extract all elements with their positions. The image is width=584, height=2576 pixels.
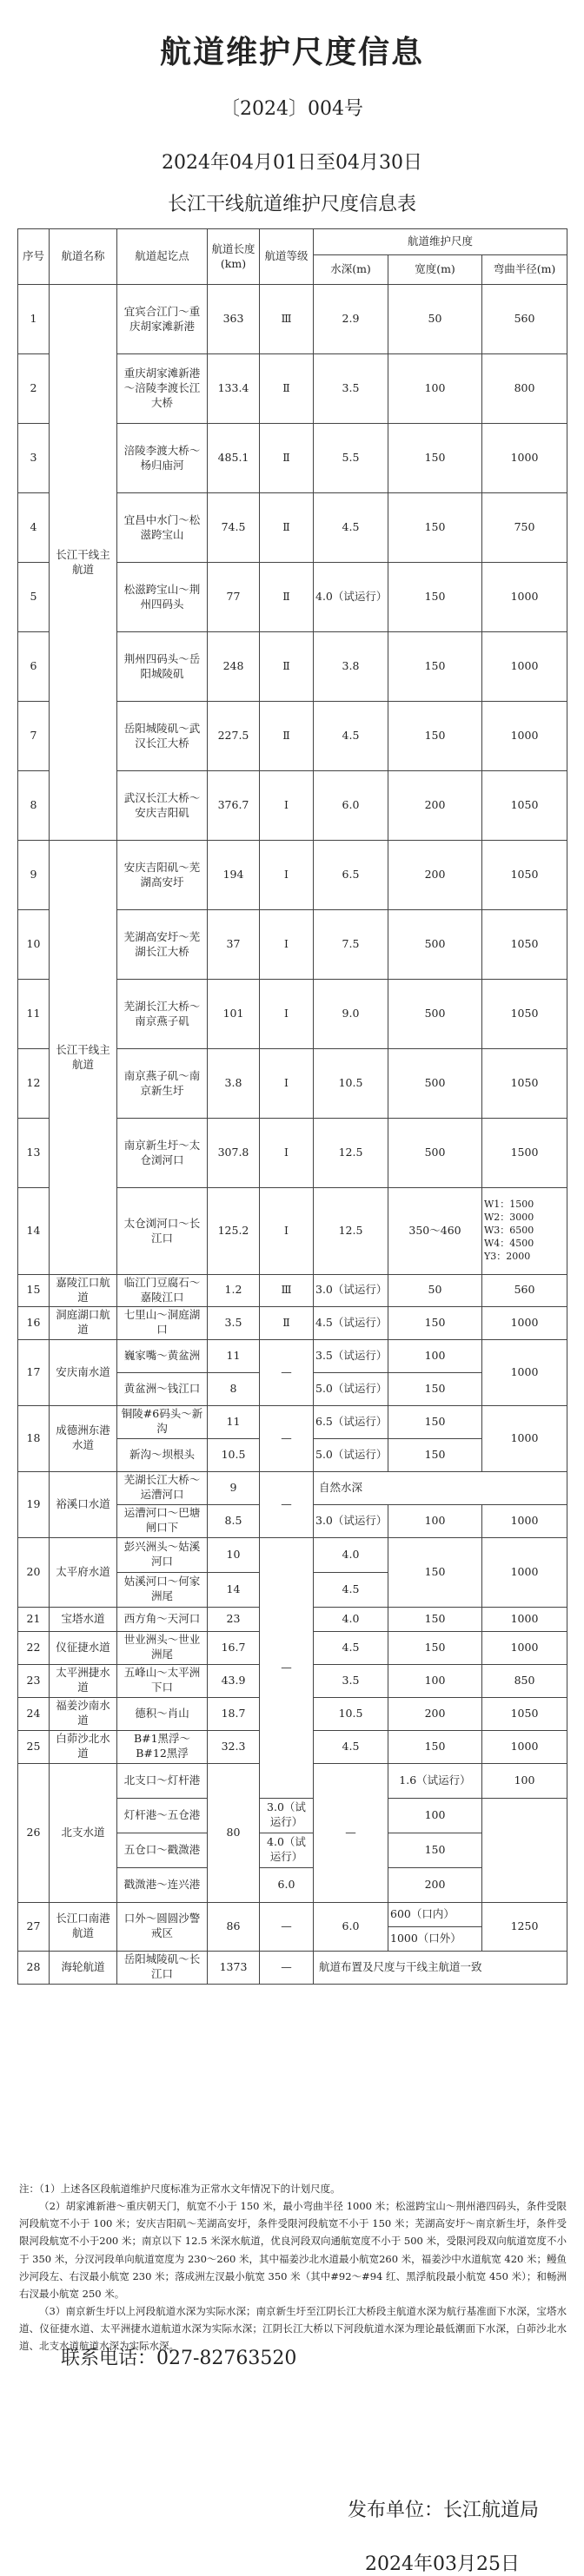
width-value: 50 xyxy=(388,1275,482,1307)
radius-value: 750 xyxy=(482,493,567,563)
channel-grade: Ⅲ xyxy=(260,1275,314,1307)
channel-length: 248 xyxy=(208,632,260,702)
row-number: 13 xyxy=(18,1119,50,1188)
maintenance-table xyxy=(17,228,567,1985)
depth-value: 6.0 xyxy=(260,1867,314,1902)
channel-length: 485.1 xyxy=(208,424,260,493)
radius-value: 560 xyxy=(482,285,567,354)
channel-length: 37 xyxy=(208,910,260,980)
channel-range: 戳溦港～连兴港 xyxy=(117,1867,208,1902)
depth-value: 2.9 xyxy=(314,285,388,354)
header-depth: 水深(m) xyxy=(314,255,388,285)
radius-value: 1000 xyxy=(482,702,567,771)
width-value: 150 xyxy=(388,563,482,632)
header-seq: 序号 xyxy=(18,229,50,285)
channel-grade: Ⅱ xyxy=(260,702,314,771)
channel-range: 姑溪河口～何家洲尾 xyxy=(117,1572,208,1607)
channel-range: 岳阳城陵矶～长江口 xyxy=(117,1951,208,1984)
radius-value: 1000 xyxy=(482,1537,567,1607)
radius-value: 1000 xyxy=(482,1607,567,1631)
width-value: 150 xyxy=(388,1537,482,1607)
table-row xyxy=(18,1951,567,1984)
doc-number: 〔2024〕004号 xyxy=(221,98,363,120)
depth-value: 4.5 xyxy=(314,493,388,563)
row-number: 12 xyxy=(18,1049,50,1119)
notes xyxy=(19,2180,567,2355)
width-value: 200 xyxy=(388,771,482,841)
channel-length: 18.7 xyxy=(208,1697,260,1730)
channel-length: 77 xyxy=(208,563,260,632)
row-number: 11 xyxy=(18,980,50,1049)
row-number: 8 xyxy=(18,771,50,841)
channel-grade: — xyxy=(260,1537,314,1798)
depth-value: 10.5 xyxy=(314,1697,388,1730)
channel-range: 世业洲头～世业洲尾 xyxy=(117,1631,208,1664)
channel-length: 9 xyxy=(208,1471,260,1504)
width-value: 100 xyxy=(388,354,482,424)
header-grade: 航道等级 xyxy=(260,229,314,285)
table-title: 长江干线航道维护尺度信息表 xyxy=(167,194,416,215)
width-value: 200 xyxy=(388,1867,482,1902)
row-number: 3 xyxy=(18,424,50,493)
radius-value: 1050 xyxy=(482,841,567,910)
width-value: 500 xyxy=(388,1119,482,1188)
channel-length: 11 xyxy=(208,1339,260,1372)
channel-name: 长江口南港航道 xyxy=(50,1902,117,1951)
channel-name: 安庆南水道 xyxy=(50,1339,117,1405)
radius-value: 1000 xyxy=(482,1306,567,1339)
note-1: 注：（1）上述各区段航道维护尺度标准为正常水文年情况下的计划尺度。 xyxy=(19,2183,341,2195)
width-value: 150 xyxy=(388,1631,482,1664)
doc-title: 航道维护尺度信息 xyxy=(159,34,424,70)
depth-value: 4.5 xyxy=(314,702,388,771)
channel-name: 成德洲东港水道 xyxy=(50,1405,117,1471)
depth-value: 3.0（试运行） xyxy=(314,1504,388,1537)
contact-phone: 联系电话：027-82763520 xyxy=(61,2348,297,2369)
channel-range: 五峰山～太平洲下口 xyxy=(117,1664,208,1697)
channel-length: 307.8 xyxy=(208,1119,260,1188)
channel-name: 裕溪口水道 xyxy=(50,1471,117,1537)
channel-grade: Ⅲ xyxy=(260,285,314,354)
channel-range: 重庆胡家滩新港～涪陵李渡长江大桥 xyxy=(117,354,208,424)
row-number: 9 xyxy=(18,841,50,910)
row-number: 27 xyxy=(18,1902,50,1951)
channel-grade: Ⅱ xyxy=(260,632,314,702)
channel-range: 新沟～坝根头 xyxy=(117,1438,208,1471)
channel-grade: — xyxy=(260,1405,314,1471)
channel-range: 太仓浏河口～长江口 xyxy=(117,1188,208,1275)
radius-value: 1000 xyxy=(482,1730,567,1763)
row-number: 2 xyxy=(18,354,50,424)
channel-range: 五仓口～戳溦港 xyxy=(117,1833,208,1867)
channel-name: 长江干线主航道 xyxy=(50,841,117,1275)
channel-name: 宝塔水道 xyxy=(50,1607,117,1631)
depth-value: 4.5（试运行） xyxy=(314,1306,388,1339)
publisher: 发布单位：长江航道局 xyxy=(348,2500,540,2521)
width-value: 500 xyxy=(388,980,482,1049)
channel-grade: Ⅰ xyxy=(260,980,314,1049)
row-number: 15 xyxy=(18,1275,50,1307)
depth-value: 4.0 xyxy=(314,1607,388,1631)
depth-value: 6.0 xyxy=(314,771,388,841)
width-value: 100 xyxy=(388,1339,482,1372)
depth-value: 5.0（试运行） xyxy=(314,1438,388,1471)
channel-range: 涪陵李渡大桥～杨归庙河 xyxy=(117,424,208,493)
channel-range: 口外～圆圆沙警戒区 xyxy=(117,1902,208,1951)
channel-length: 23 xyxy=(208,1607,260,1631)
width-value: 150 xyxy=(388,1607,482,1631)
channel-name: 太平府水道 xyxy=(50,1537,117,1607)
row-number: 20 xyxy=(18,1537,50,1607)
channel-length: 16.7 xyxy=(208,1631,260,1664)
width-value: 150 xyxy=(388,1372,482,1405)
channel-name: 洞庭湖口航道 xyxy=(50,1306,117,1339)
depth-value: 12.5 xyxy=(314,1188,388,1275)
channel-grade: — xyxy=(260,1339,314,1405)
channel-length: 14 xyxy=(208,1572,260,1607)
row-number: 25 xyxy=(18,1730,50,1763)
channel-length: 8 xyxy=(208,1372,260,1405)
channel-name: 白茆沙北水道 xyxy=(50,1730,117,1763)
channel-range: 芜湖长江大桥～南京燕子矶 xyxy=(117,980,208,1049)
row-number: 4 xyxy=(18,493,50,563)
radius-value: 850 xyxy=(482,1664,567,1697)
radius-value: W1：1500 W2：3000 W3：6500 W4：4500 Y3：2000 xyxy=(482,1188,567,1275)
publish-date: 2024年03月25日 xyxy=(365,2553,520,2575)
channel-name: 长江干线主航道 xyxy=(50,285,117,841)
radius-value: 1500 xyxy=(482,1119,567,1188)
row-number: 18 xyxy=(18,1405,50,1471)
depth-value: 3.0（试运行） xyxy=(314,1275,388,1307)
row-number: 16 xyxy=(18,1306,50,1339)
width-value: 100 xyxy=(482,1763,567,1798)
channel-length: 8.5 xyxy=(208,1504,260,1537)
channel-range: 武汉长江大桥～安庆吉阳矶 xyxy=(117,771,208,841)
radius-value: 1000 xyxy=(482,563,567,632)
row-number: 24 xyxy=(18,1697,50,1730)
header-range: 航道起讫点 xyxy=(117,229,208,285)
channel-length: 80 xyxy=(208,1763,260,1902)
depth-value: 4.5 xyxy=(314,1572,388,1607)
channel-length: 32.3 xyxy=(208,1730,260,1763)
channel-range: 巍家嘴～黄盆洲 xyxy=(117,1339,208,1372)
depth-value: 10.5 xyxy=(314,1049,388,1119)
depth-value: 1.6（试运行） xyxy=(388,1763,482,1798)
channel-range: 宜昌中水门～松滋跨宝山 xyxy=(117,493,208,563)
table-row xyxy=(18,1275,567,1307)
channel-name: 北支水道 xyxy=(50,1763,117,1902)
channel-length: 1373 xyxy=(208,1951,260,1984)
width-value: 150 xyxy=(388,1833,482,1867)
width-value: 100 xyxy=(388,1504,482,1537)
width-value: 600（口内） xyxy=(388,1902,482,1926)
radius-value: 1000 xyxy=(482,424,567,493)
width-value: 200 xyxy=(388,841,482,910)
channel-length: 3.8 xyxy=(208,1049,260,1119)
header-dims: 航道维护尺度 xyxy=(314,229,567,255)
table-row xyxy=(18,841,567,910)
channel-length: 10 xyxy=(208,1537,260,1572)
channel-range: 西方角～天河口 xyxy=(117,1607,208,1631)
channel-range: 黄盆洲～钱江口 xyxy=(117,1372,208,1405)
depth-value: 3.5（试运行） xyxy=(314,1339,388,1372)
channel-name: 仪征捷水道 xyxy=(50,1631,117,1664)
row-number: 19 xyxy=(18,1471,50,1537)
row-number: 10 xyxy=(18,910,50,980)
radius-value: 1050 xyxy=(482,980,567,1049)
table-row xyxy=(18,1537,567,1572)
channel-range: 德积～肖山 xyxy=(117,1697,208,1730)
width-value: 150 xyxy=(388,1405,482,1438)
width-value: 350～460 xyxy=(388,1188,482,1275)
channel-length: 101 xyxy=(208,980,260,1049)
depth-value: 4.5 xyxy=(314,1730,388,1763)
table-row xyxy=(18,285,567,354)
channel-range: 安庆吉阳矶～芜湖高安圩 xyxy=(117,841,208,910)
radius-value: 1050 xyxy=(482,910,567,980)
channel-range: 南京新生圩～太仓浏河口 xyxy=(117,1119,208,1188)
channel-grade: — xyxy=(260,1951,314,1984)
radius-value: 1050 xyxy=(482,1049,567,1119)
width-value: 150 xyxy=(388,702,482,771)
width-value: 150 xyxy=(388,1306,482,1339)
row-number: 21 xyxy=(18,1607,50,1631)
radius-value: 1000 xyxy=(482,632,567,702)
width-value: 150 xyxy=(388,493,482,563)
channel-range: 北支口～灯杆港 xyxy=(117,1763,208,1798)
row-number: 14 xyxy=(18,1188,50,1275)
channel-length: 227.5 xyxy=(208,702,260,771)
depth-value: 6.5（试运行） xyxy=(314,1405,388,1438)
channel-range: 宜宾合江门～重庆胡家滩新港 xyxy=(117,285,208,354)
width-value: 1000（口外） xyxy=(388,1926,482,1951)
radius-value: 1000 xyxy=(482,1631,567,1664)
channel-range: 松滋跨宝山～荆州四码头 xyxy=(117,563,208,632)
depth-value: 4.0 xyxy=(314,1537,388,1572)
radius-value: 1000 xyxy=(482,1339,567,1405)
channel-length: 11 xyxy=(208,1405,260,1438)
channel-range: 芜湖高安圩～芜湖长江大桥 xyxy=(117,910,208,980)
channel-grade: Ⅰ xyxy=(260,1119,314,1188)
channel-length: 1.2 xyxy=(208,1275,260,1307)
depth-value: 4.0（试运行） xyxy=(314,563,388,632)
channel-range: 七里山～洞庭湖口 xyxy=(117,1306,208,1339)
width-value: 150 xyxy=(388,424,482,493)
width-value: 100 xyxy=(388,1798,482,1833)
note-2: （2）胡家滩新港～重庆朝天门，航宽不小于 150 米，最小弯曲半径 1000 米；松滋跨宝山～荆州港四码头，条件受限河段航宽不小于 100 米；安庆吉阳矶～芜湖高安圩，条件受限河段航宽不小于 150 米；芜湖高安圩～南京新生圩，条件受限河段航宽不小于200 米；南京以下 12.5 米深水航道，优良河段双向通航宽度不小于 500 米，受限河段双向航道宽度不小于 350 米，分汊河段单向航道宽度为 230～260 米，其中福姜沙北水道最小航宽260 米，福姜沙中水道航宽 420 米；鳗鱼沙河段左、右汊最小航宽 230 米；落成洲左汊最小航宽 350 米（其中#92～#94 红、黑浮航段最小航宽 450 米）；和畅洲右汊最小航宽 250 米。 xyxy=(19,2200,567,2300)
channel-grade: Ⅰ xyxy=(260,771,314,841)
radius-value: 800 xyxy=(482,354,567,424)
depth-value: 9.0 xyxy=(314,980,388,1049)
channel-grade: Ⅰ xyxy=(260,910,314,980)
radius-value: 1000 xyxy=(482,1405,567,1471)
channel-length: 86 xyxy=(208,1902,260,1951)
channel-range: 临江门豆腐石～嘉陵江口 xyxy=(117,1275,208,1307)
channel-name: 海轮航道 xyxy=(50,1951,117,1984)
depth-value: 6.0 xyxy=(314,1902,388,1951)
channel-range: 荆州四码头～岳阳城陵矶 xyxy=(117,632,208,702)
channel-length: 125.2 xyxy=(208,1188,260,1275)
channel-grade: Ⅰ xyxy=(260,1049,314,1119)
depth-value: 3.5 xyxy=(314,1664,388,1697)
row-number: 22 xyxy=(18,1631,50,1664)
channel-note: 航道布置及尺度与干线主航道一致 xyxy=(314,1951,567,1984)
row-number: 6 xyxy=(18,632,50,702)
depth-value: 4.5 xyxy=(314,1631,388,1664)
depth-value: 4.0（试运行） xyxy=(260,1833,314,1867)
width-value: 100 xyxy=(388,1664,482,1697)
table-row xyxy=(18,1339,567,1372)
channel-length: 74.5 xyxy=(208,493,260,563)
header-width: 宽度(m) xyxy=(388,255,482,285)
width-value: 150 xyxy=(388,632,482,702)
table-row xyxy=(18,1902,567,1926)
header-length: 航道长度(km) xyxy=(208,229,260,285)
depth-value: 7.5 xyxy=(314,910,388,980)
width-value: 200 xyxy=(388,1697,482,1730)
header-radius: 弯曲半径(m) xyxy=(482,255,567,285)
channel-range: 灯杆港～五仓港 xyxy=(117,1798,208,1833)
depth-value: 5.5 xyxy=(314,424,388,493)
note-3: （3）南京新生圩以上河段航道水深为实际水深；南京新生圩至江阴长江大桥段主航道水深为航行基准面下水深，宝塔水道、仪征捷水道、太平洲捷水道航道水深为实际水深；江阴长江大桥以下河段航道水深为理论最低潮面下水深，白茆沙北水道、北支水道航道水深为实际水深。 xyxy=(19,2304,567,2353)
row-number: 5 xyxy=(18,563,50,632)
depth-value: 自然水深 xyxy=(314,1471,567,1504)
row-number: 17 xyxy=(18,1339,50,1405)
channel-range: 南京燕子矶～南京新生圩 xyxy=(117,1049,208,1119)
channel-grade: — xyxy=(260,1902,314,1951)
row-number: 28 xyxy=(18,1951,50,1984)
depth-value: 3.5 xyxy=(314,354,388,424)
channel-grade: Ⅱ xyxy=(260,1306,314,1339)
channel-length: 133.4 xyxy=(208,354,260,424)
channel-grade: — xyxy=(260,1471,314,1537)
channel-grade: Ⅱ xyxy=(260,493,314,563)
validity-period: 2024年04月01日至04月30日 xyxy=(162,152,422,174)
channel-grade: Ⅱ xyxy=(260,563,314,632)
channel-grade: Ⅰ xyxy=(260,841,314,910)
radius-value: 1000 xyxy=(482,1504,567,1537)
depth-value: 12.5 xyxy=(314,1119,388,1188)
width-value: 500 xyxy=(388,910,482,980)
channel-length: 10.5 xyxy=(208,1438,260,1471)
depth-value: 3.8 xyxy=(314,632,388,702)
channel-name: 太平洲捷水道 xyxy=(50,1664,117,1697)
channel-grade: Ⅱ xyxy=(260,424,314,493)
table-row xyxy=(18,1471,567,1504)
channel-length: 43.9 xyxy=(208,1664,260,1697)
depth-value: 3.0（试运行） xyxy=(260,1798,314,1833)
radius-value: 1050 xyxy=(482,771,567,841)
row-number: 7 xyxy=(18,702,50,771)
channel-length: 376.7 xyxy=(208,771,260,841)
channel-range: 岳阳城陵矶～武汉长江大桥 xyxy=(117,702,208,771)
channel-grade: — xyxy=(314,1763,388,1902)
channel-range: B#1黑浮～B#12黑浮 xyxy=(117,1730,208,1763)
channel-range: 运漕河口～巴塘闸口下 xyxy=(117,1504,208,1537)
channel-range: 芜湖长江大桥～运漕河口 xyxy=(117,1471,208,1504)
width-value: 150 xyxy=(388,1438,482,1471)
radius-value: 1250 xyxy=(482,1902,567,1951)
table-row xyxy=(18,1306,567,1339)
row-number: 23 xyxy=(18,1664,50,1697)
channel-range: 彭兴洲头～姑溪河口 xyxy=(117,1537,208,1572)
channel-range: 铜陵#6码头～新沟 xyxy=(117,1405,208,1438)
row-number: 1 xyxy=(18,285,50,354)
width-value: 50 xyxy=(388,285,482,354)
channel-name: 福姜沙南水道 xyxy=(50,1697,117,1730)
depth-value: 5.0（试运行） xyxy=(314,1372,388,1405)
channel-length: 363 xyxy=(208,285,260,354)
channel-grade: Ⅰ xyxy=(260,1188,314,1275)
depth-value: 6.5 xyxy=(314,841,388,910)
width-value: 500 xyxy=(388,1049,482,1119)
radius-value: 560 xyxy=(482,1275,567,1307)
header-name: 航道名称 xyxy=(50,229,117,285)
channel-grade: Ⅱ xyxy=(260,354,314,424)
channel-length: 194 xyxy=(208,841,260,910)
channel-name: 嘉陵江口航道 xyxy=(50,1275,117,1307)
width-value: 150 xyxy=(388,1730,482,1763)
row-number: 26 xyxy=(18,1763,50,1902)
radius-value: 1050 xyxy=(482,1697,567,1730)
channel-length: 3.5 xyxy=(208,1306,260,1339)
table-row xyxy=(18,1405,567,1438)
